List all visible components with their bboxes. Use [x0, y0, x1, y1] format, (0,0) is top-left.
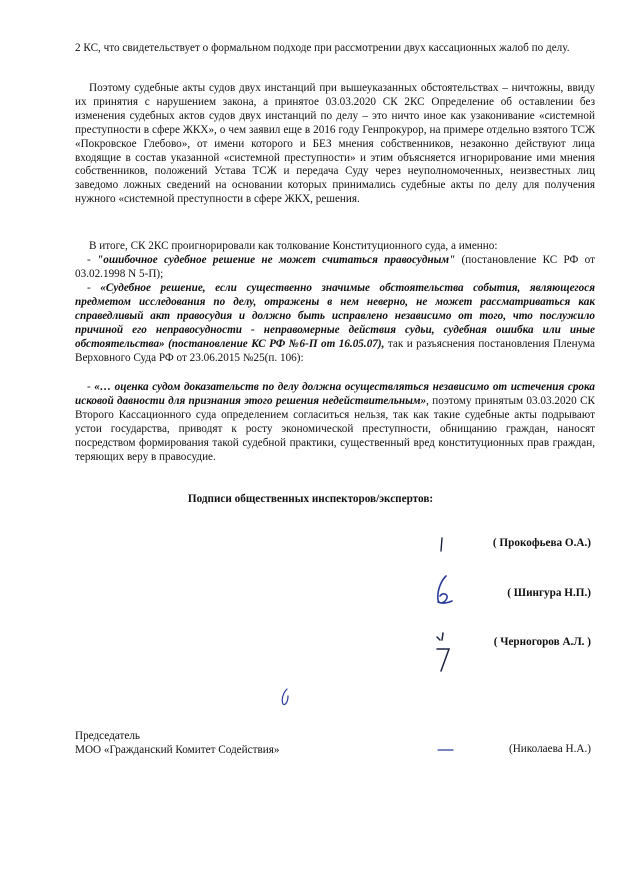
signatory-3: ( Черногоров А.Л. ): [493, 636, 591, 648]
list-item-2-prefix: -: [87, 282, 101, 294]
chair-title-line-2: МОО «Гражданский Комитет Содействия»: [75, 744, 280, 756]
chair-name: (Николаева Н.А.): [509, 743, 591, 755]
signatures-heading: Подписи общественных инспекторов/экспертов:: [187, 493, 434, 505]
chair-title: [75, 729, 280, 757]
list-item-2-quote: «Судебное решение, если существенно значимые обстоятельства события, являющегося предметом исследования по делу, отражены в нем неверно, не может рассматриваться как справедливый акт правосудия и должно быть исправлено независимо от того, что послужило причиной его неправосудности - неправомерные действия судьи, судебная ошибка или иные обстоятельства» (постановление КС РФ №6-П от 16.05.07),: [75, 282, 595, 350]
signature-mark-3: [434, 627, 456, 675]
list-item-1-quote: "ошибочное судебное решение не может считаться правосудным": [97, 254, 456, 266]
list-item-3-rest: , поэтому принятым 03.03.2020 СК Второго Кассационного суда определением согласиться нельзя, так как такие судебные акты подрывают устои государства, приводят к росту экономической преступности, обнищанию граждан, наносят посредством формирования такой судебной практики, существенный вред конституционных прав граждан, теряющих веру в правосудие.: [75, 394, 595, 463]
signature-mark-1: [436, 536, 448, 556]
signature-mark-4: [278, 686, 292, 708]
list-item-2: [75, 282, 595, 365]
paragraph-3: В итоге, СК 2КС проигнорировали как толкование Конституционного суда, а именно:: [89, 240, 498, 252]
paragraph-1: 2 КС, что свидетельствует о формальном подходе при рассмотрении двух кассационных жалоб по делу.: [75, 42, 570, 54]
list-item-3-quote: «… оценка судом доказательств по делу должна осуществляться независимо от истечения срока исковой давности для признания этого решения недействительным»: [75, 381, 595, 407]
signatory-1: ( Прокофьева О.А.): [492, 537, 591, 549]
signature-mark-5: [436, 746, 456, 754]
list-item-1: [75, 254, 595, 282]
list-item-2-rest: так и разъяснения постановления Пленума Верховного Суда РФ от 23.06.2015 №25(п. 106):: [75, 337, 595, 364]
signatory-2: ( Шингура Н.П.): [507, 587, 591, 599]
chair-title-line-1: Председатель: [75, 730, 141, 742]
paragraph-2: Поэтому судебные акты судов двух инстанций при вышеуказанных обстоятельствах – ничтожны, ввиду их принятия с нарушением закона, а принятое 03.03.2020 СК 2КС Определение об оставлении без изменения судебных актов судов двух инстанций по делу – это ничто иное как узаконивание «системной преступности в сфере ЖКХ», о чем заявил еще в 2016 году Генпрокурор, на примере отдельно взятого ТСЖ «Покровское Глебово», от имени которого и БЕЗ мнения собственников, незаконно действуют лица входящие в состав указанной «системной преступности» и этим объясняется игнорирование ими мнения собственников, положений Устава ТСЖ и передача Суду через неуполномоченных, неизвестных лиц заведомо ложных сведений на основании которых принимались судебные акты по делу для получения нужного «системной преступности в сфере ЖКХ, решения.: [75, 82, 595, 206]
list-item-3: [75, 381, 595, 464]
signature-mark-2: [428, 572, 458, 608]
list-item-1-prefix: -: [87, 254, 98, 266]
list-item-3-prefix: -: [87, 381, 95, 393]
list-item-1-rest: (постановление КС РФ от 03.02.1998 N 5-П);: [75, 254, 595, 280]
